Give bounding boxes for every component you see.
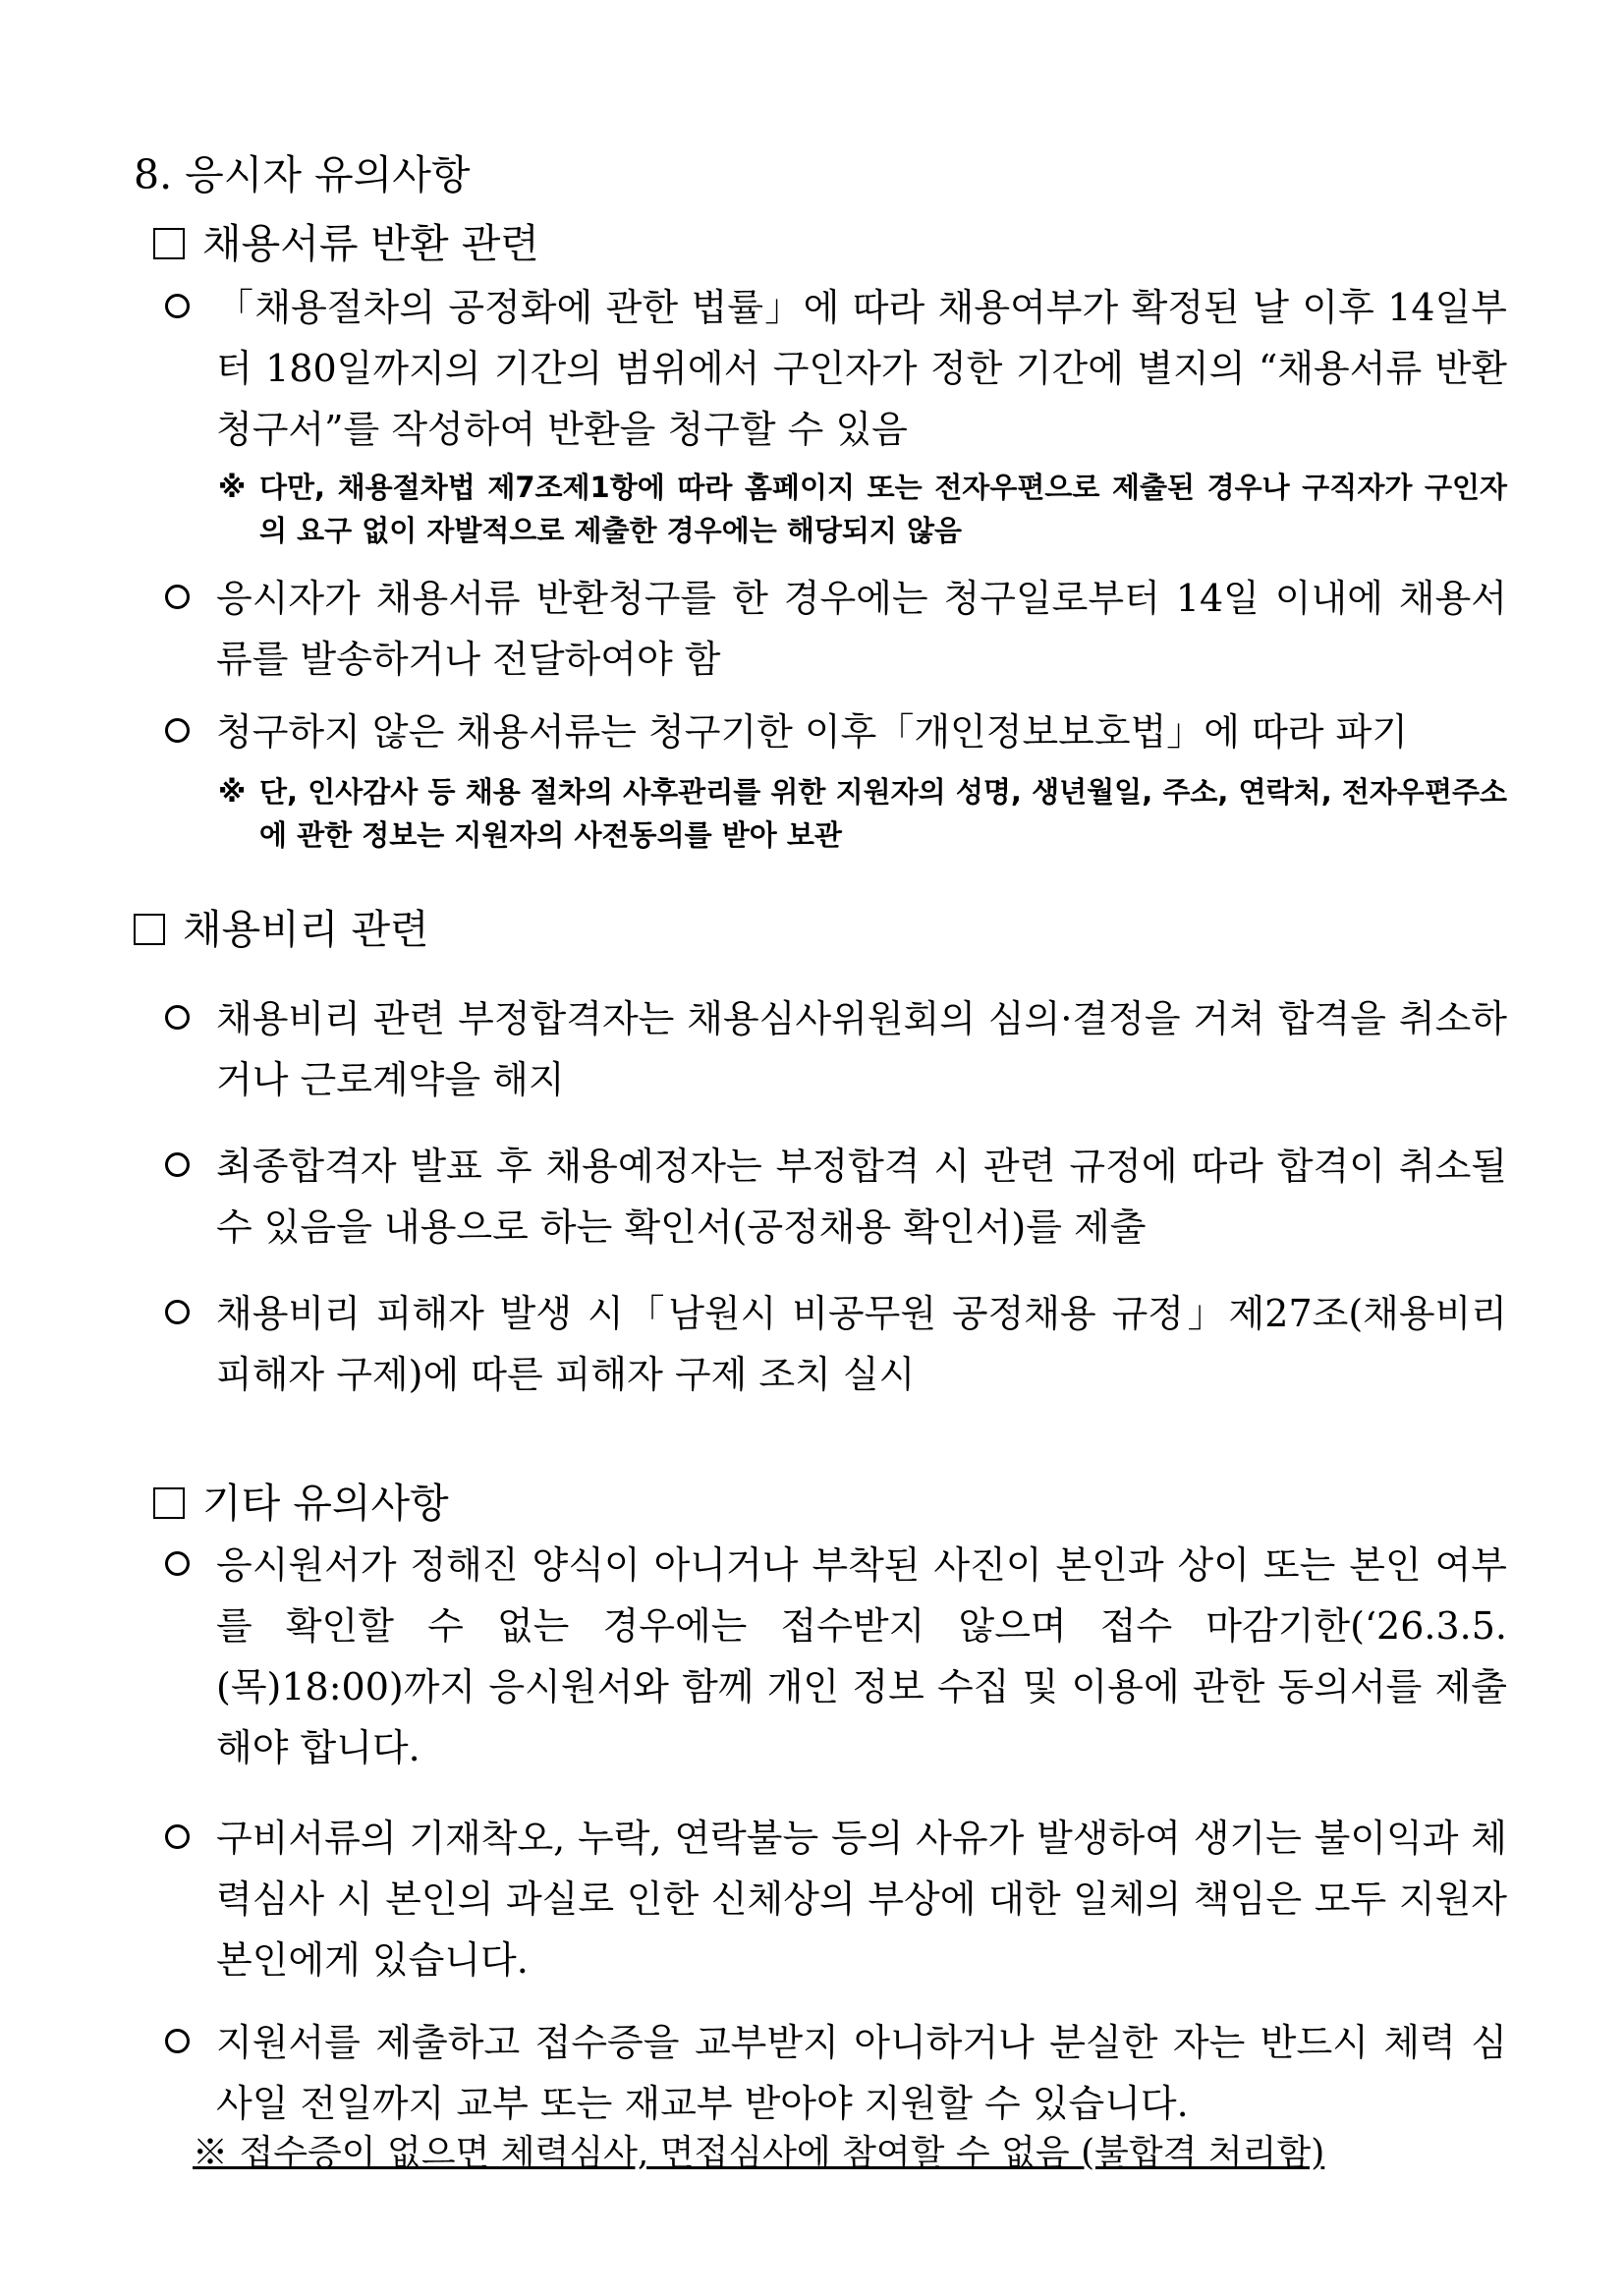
circle-bullet-icon: [165, 2029, 190, 2053]
list-item: 응시자가 채용서류 반환청구를 한 경우에는 청구일로부터 14일 이내에 채용서류를 발송하거나 전달하여야 함: [165, 568, 1507, 690]
circle-bullet-icon: [165, 1152, 190, 1177]
section-title-other-notes: 기타 유의사항: [153, 1474, 449, 1533]
circle-bullet-icon: [165, 1005, 190, 1030]
circle-bullet-icon: [165, 718, 190, 743]
list-item: 최종합격자 발표 후 채용예정자는 부정합격 시 관련 규정에 따라 합격이 취소될 수 있음을 내용으로 하는 확인서(공정채용 확인서)를 제출: [165, 1136, 1507, 1258]
checkbox-square-icon: [134, 914, 165, 945]
section-title-hiring-corruption: 채용비리 관련: [134, 900, 429, 959]
list-item: 채용비리 피해자 발생 시「남원시 비공무원 공정채용 규정」제27조(채용비리 피해자 구제)에 따른 피해자 구제 조치 실시: [165, 1283, 1507, 1405]
list-item: 응시원서가 정해진 양식이 아니거나 부착된 사진이 본인과 상이 또는 본인 여부를 확인할 수 없는 경우에는 접수받지 않으며 접수 마감기한(‘26.3.5.(목)18:00)까지 응시원서와 함께 개인 정보 수집 및 이용에 관한 동의서를 제출해야 합니다.: [165, 1535, 1507, 1778]
list-item: 구비서류의 기재착오, 누락, 연락불능 등의 사유가 발생하여 생기는 불이익과 체력심사 시 본인의 과실로 인한 신체상의 부상에 대한 일체의 책임은 모두 지원자 본인에게 있습니다.: [165, 1808, 1507, 1990]
list-item: 「채용절차의 공정화에 관한 법률」에 따라 채용여부가 확정된 날 이후 14일부터 180일까지의 기간의 범위에서 구인자가 정한 기간에 별지의 “채용서류 반환청구서”를 작성하여 반환을 청구할 수 있음: [165, 277, 1507, 460]
reference-mark-icon: ※: [218, 775, 247, 809]
checkbox-square-icon: [153, 228, 185, 259]
circle-bullet-icon: [165, 294, 190, 318]
list-item: 지원서를 제출하고 접수증을 교부받지 아니하거나 분실한 자는 반드시 체력 심사일 전일까지 교부 또는 재교부 받아야 지원할 수 있습니다.: [165, 2012, 1507, 2134]
list-item: 채용비리 관련 부정합격자는 채용심사위원회의 심의·결정을 거쳐 합격을 취소하거나 근로계약을 해지: [165, 988, 1507, 1110]
list-item: 청구하지 않은 채용서류는 청구기한 이후「개인정보보호법」에 따라 파기: [165, 701, 1507, 762]
note: ※ 다만, 채용절차법 제7조제1항에 따라 홈페이지 또는 전자우편으로 제출된 경우나 구직자가 구인자의 요구 없이 자발적으로 제출한 경우에는 해당되지 않음: [218, 466, 1507, 552]
section-title-document-return: 채용서류 반환 관련: [153, 214, 539, 273]
section-heading: 8. 응시자 유의사항: [134, 151, 471, 198]
note: ※ 단, 인사감사 등 채용 절차의 사후관리를 위한 지원자의 성명, 생년월일, 주소, 연락처, 전자우편주소에 관한 정보는 지원자의 사전동의를 받아 보관: [218, 770, 1507, 857]
reference-mark-icon: ※: [218, 471, 247, 504]
circle-bullet-icon: [165, 1551, 190, 1576]
circle-bullet-icon: [165, 1824, 190, 1849]
checkbox-square-icon: [153, 1487, 185, 1519]
circle-bullet-icon: [165, 585, 190, 609]
final-note: ※ 접수증이 없으면 체력심사, 면접심사에 참여할 수 없음 (불합격 처리함): [193, 2133, 1325, 2173]
circle-bullet-icon: [165, 1300, 190, 1324]
